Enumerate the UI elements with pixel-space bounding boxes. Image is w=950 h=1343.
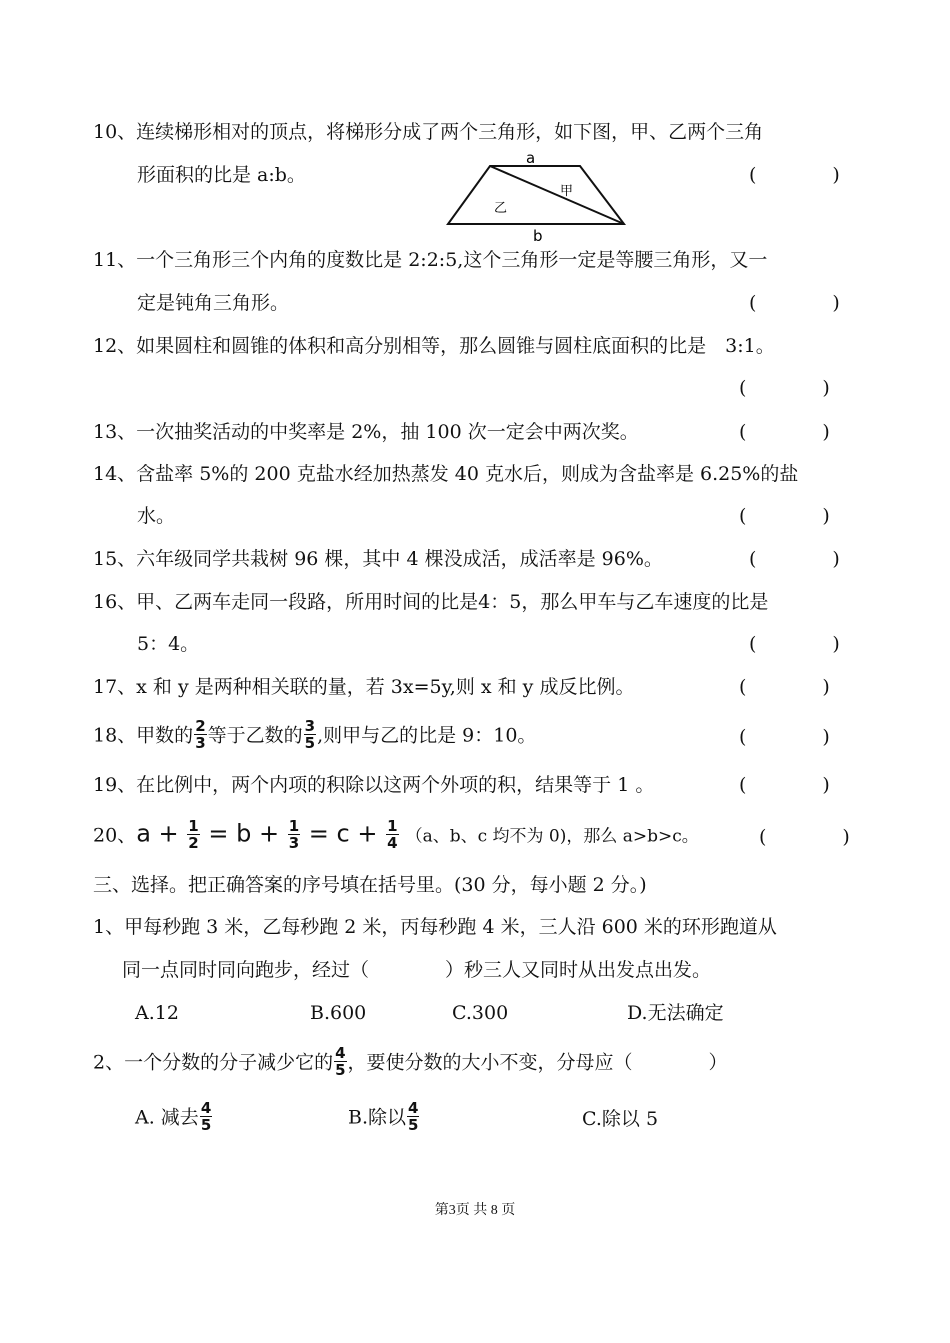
q14-line1: 14、含盐率 5%的 200 克盐水经加热蒸发 40 克水后，则成为含盐率是 6.25%的盐 <box>93 463 799 485</box>
q14-answer-paren[interactable]: ( ) <box>739 505 830 527</box>
section3-title: 三、选择。把正确答案的序号填在括号里。(30 分，每小题 2 分。) <box>93 874 647 896</box>
q10-line1: 10、连续梯形相对的顶点，将梯形分成了两个三角形，如下图，甲、乙两个三角 <box>93 121 764 143</box>
q20-plus-2: + <box>251 819 287 848</box>
q18-fraction-1: $\frac{2}{3}$ <box>195 717 206 752</box>
q20-prefix: 20、 <box>93 824 137 847</box>
q20-equals-1: = <box>200 819 237 848</box>
page-footer: 第3页 共 8 页 <box>434 1203 516 1218</box>
q11-line1: 11、一个三角形三个内角的度数比是 2:2:5,这个三角形一定是等腰三角形，又一 <box>93 249 768 271</box>
c2-option-a[interactable] <box>135 1099 213 1135</box>
q20-fraction-1: $\frac{1}{2}$ <box>188 817 199 852</box>
q13-answer-paren[interactable]: ( ) <box>739 421 830 443</box>
q13-line1: 13、一次抽奖活动的中奖率是 2%，抽 100 次一定会中两次奖。 <box>93 421 639 443</box>
q19-line1: 19、在比例中，两个内项的积除以这两个外项的积，结果等于 1 。 <box>93 774 655 796</box>
q18-line1 <box>93 717 537 753</box>
trapezoid-diagonal <box>490 166 624 224</box>
q20-fraction-2: $\frac{1}{3}$ <box>288 817 300 852</box>
q11-answer-paren[interactable]: ( ) <box>749 292 840 314</box>
q10-line2: 形面积的比是 a:b。 <box>137 164 306 186</box>
q19-answer-paren[interactable]: ( ) <box>739 774 830 796</box>
c1-option-a[interactable]: A.12 <box>135 1002 179 1024</box>
q20-var-a: a <box>136 819 151 848</box>
q15-line1: 15、六年级同学共栽树 96 棵，其中 4 棵没成活，成活率是 96%。 <box>93 548 663 570</box>
label-b: b <box>533 227 543 245</box>
q20-plus-1: + <box>150 819 187 848</box>
q20-suffix: （a、b、c 均不为 0)，那么 a>b>c。 <box>405 826 699 847</box>
q11-line2: 定是钝角三角形。 <box>137 292 290 314</box>
q16-line1: 16、甲、乙两车走同一段路，所用时间的比是4：5，那么甲车与乙车速度的比是 <box>93 591 769 613</box>
q20-plus-3: + <box>349 819 386 848</box>
label-yi: 乙 <box>494 201 508 216</box>
q20-answer-paren[interactable]: ( ) <box>759 826 850 848</box>
c1-option-d[interactable]: D.无法确定 <box>627 1002 724 1024</box>
c2-suffix: ，要使分数的大小不变，分母应（ ） <box>347 1051 728 1074</box>
q16-answer-paren[interactable]: ( ) <box>749 633 840 655</box>
q20-equals-2: = <box>301 819 337 848</box>
c2-option-b-label: B.除以 <box>348 1106 407 1129</box>
c1-line1: 1、甲每秒跑 3 米，乙每秒跑 2 米，丙每秒跑 4 米，三人沿 600 米的环形跑道从 <box>93 916 777 938</box>
q18-answer-paren[interactable]: ( ) <box>739 726 830 748</box>
q18-suffix: ,则甲与乙的比是 9：10。 <box>317 724 537 747</box>
q15-answer-paren[interactable]: ( ) <box>749 548 840 570</box>
q18-fraction-2: $\frac{3}{5}$ <box>304 717 316 752</box>
q10-answer-paren[interactable]: ( ) <box>749 164 840 186</box>
q20-var-b: b <box>236 819 252 848</box>
c2-option-b[interactable] <box>348 1099 420 1135</box>
c1-option-b[interactable]: B.600 <box>310 1002 367 1024</box>
q12-line1: 12、如果圆柱和圆锥的体积和高分别相等，那么圆锥与圆柱底面积的比是 3:1。 <box>93 335 775 357</box>
q16-line2: 5：4。 <box>137 633 200 655</box>
q17-line1: 17、x 和 y 是两种相关联的量，若 3x=5y,则 x 和 y 成反比例。 <box>93 676 635 698</box>
c2-option-c[interactable]: C.除以 5 <box>582 1108 659 1130</box>
c2-line1 <box>93 1044 728 1080</box>
q20-line1 <box>93 817 699 853</box>
q20-fraction-3: $\frac{1}{4}$ <box>387 817 398 852</box>
q20-var-c: c <box>336 819 350 848</box>
c2-option-a-fraction: $\frac{4}{5}$ <box>200 1099 212 1134</box>
c2-option-b-fraction: $\frac{4}{5}$ <box>408 1099 419 1134</box>
label-a: a <box>526 149 536 167</box>
trapezoid-shape <box>448 166 624 224</box>
q14-line2: 水。 <box>137 505 176 527</box>
c2-option-a-label: A. 减去 <box>135 1106 199 1129</box>
q18-middle: 等于乙数的 <box>207 724 303 747</box>
label-jia: 甲 <box>560 184 574 199</box>
trapezoid-figure <box>440 148 640 248</box>
c2-prefix: 2、一个分数的分子减少它的 <box>93 1051 334 1074</box>
q18-prefix: 18、甲数的 <box>93 724 194 747</box>
c2-fraction: $\frac{4}{5}$ <box>335 1044 346 1079</box>
c1-option-c[interactable]: C.300 <box>452 1002 509 1024</box>
q12-answer-paren[interactable]: ( ) <box>739 377 830 399</box>
c1-line2: 同一点同时同向跑步，经过（ ）秒三人又同时从出发点出发。 <box>122 959 712 981</box>
q17-answer-paren[interactable]: ( ) <box>739 676 830 698</box>
